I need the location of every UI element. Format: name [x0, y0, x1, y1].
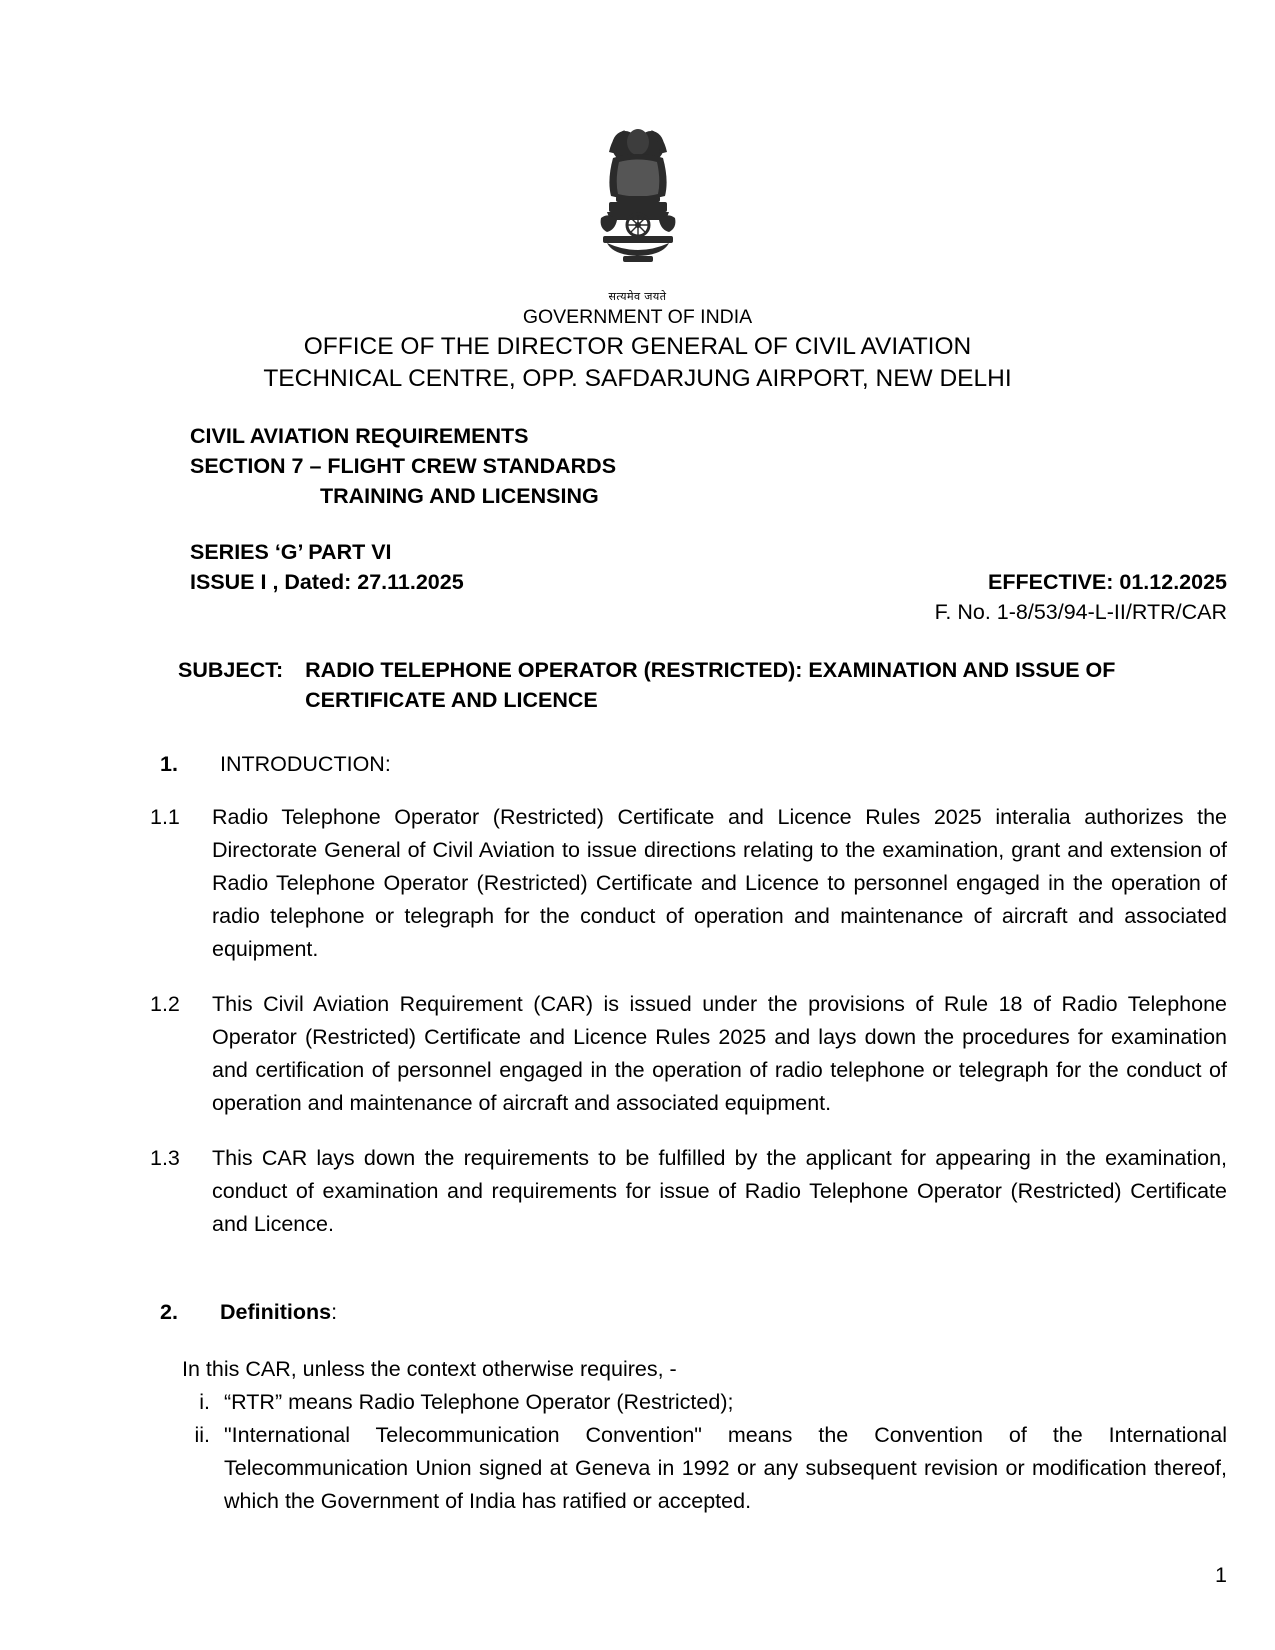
emblem-container	[0, 0, 1275, 304]
paragraph-1-1	[0, 801, 1275, 966]
section-introduction-title: INTRODUCTION:	[220, 752, 391, 776]
document-title-block	[0, 421, 1275, 511]
paragraph-1-3-text: This CAR lays down the requirements to be fulfilled by the applicant for appearing in the examination, conduct of examination and requirements for issue of Radio Telephone Operator (Restricted) Certificate and Licence.	[212, 1146, 1227, 1236]
paragraph-1-3	[0, 1142, 1275, 1241]
section-definitions-heading	[0, 1297, 1275, 1327]
section-introduction-heading	[0, 749, 1275, 779]
section-definitions-title: Definitions	[220, 1300, 332, 1324]
paragraph-1-2-text: This Civil Aviation Requirement (CAR) is issued under the provisions of Rule 18 of Radio Telephone Operator (Restricted) Certificate and Licence Rules 2025 and lays down the procedures for examination and certification of personnel engaged in the operation of radio telephone or telegraph for the conduct of operation and maintenance of aircraft and associated equipment.	[212, 992, 1227, 1115]
government-of-india-line: GOVERNMENT OF INDIA	[522, 306, 753, 328]
list-item	[182, 1386, 1227, 1419]
paragraph-1-1-text: Radio Telephone Operator (Restricted) Certificate and Licence Rules 2025 interalia authorizes the Directorate General of Civil Aviation to issue directions relating to the examination, grant and extension of Radio Telephone Operator (Restricted) Certificate and Licence to personnel engaged in the operation of radio telephone or telegraph for the conduct of operation and maintenance of aircraft and associated equipment.	[212, 805, 1227, 961]
page-number: 1	[1215, 1563, 1227, 1587]
effective-label: EFFECTIVE: 01.12.2025	[988, 570, 1227, 594]
definition-marker: ii.	[194, 1423, 210, 1447]
file-number: F. No. 1-8/53/94-L-II/RTR/CAR	[934, 600, 1227, 624]
paragraph-1-2	[0, 988, 1275, 1120]
section-definitions-number: 2.	[160, 1300, 178, 1324]
paragraph-1-2-number: 1.2	[150, 992, 180, 1016]
definition-text: "International Telecommunication Convention" means the Convention of the International Telecommunication Union signed at Geneva in 1992 or any subsequent revision or modification thereof, which the Government of India has ratified or accepted.	[224, 1423, 1227, 1513]
office-line: OFFICE OF THE DIRECTOR GENERAL OF CIVIL AVIATION	[303, 333, 972, 360]
section-definitions-title-suffix: :	[331, 1300, 338, 1324]
definition-text: “RTR” means Radio Telephone Operator (Restricted);	[224, 1390, 734, 1414]
emblem-motto: सत्यमेव जयते	[608, 291, 667, 303]
title-line-2: SECTION 7 – FLIGHT CREW STANDARDS	[190, 454, 617, 478]
section-introduction-number: 1.	[160, 752, 178, 776]
series-label: SERIES ‘G’ PART VI	[190, 540, 392, 564]
paragraph-1-3-number: 1.3	[150, 1146, 180, 1170]
india-state-emblem-icon	[583, 118, 693, 288]
definitions-list	[0, 1353, 1275, 1518]
series-meta-block	[0, 537, 1275, 597]
definition-marker: i.	[199, 1390, 210, 1414]
title-line-1: CIVIL AVIATION REQUIREMENTS	[190, 424, 529, 448]
title-line-3: TRAINING AND LICENSING	[320, 484, 599, 508]
section-definitions-title-wrap	[220, 1297, 337, 1327]
paragraph-1-1-number: 1.1	[150, 805, 180, 829]
list-item	[182, 1419, 1227, 1518]
address-line: TECHNICAL CENTRE, OPP. SAFDARJUNG AIRPORT, NEW DELHI	[263, 365, 1012, 392]
subject-label: SUBJECT:	[178, 658, 284, 682]
subject-row	[0, 655, 1275, 715]
subject-text: RADIO TELEPHONE OPERATOR (RESTRICTED): EXAMINATION AND ISSUE OF CERTIFICATE AND LICENCE	[305, 658, 1116, 712]
definitions-intro: In this CAR, unless the context otherwise requires, -	[182, 1357, 677, 1381]
issue-label: ISSUE I , Dated: 27.11.2025	[190, 570, 464, 594]
